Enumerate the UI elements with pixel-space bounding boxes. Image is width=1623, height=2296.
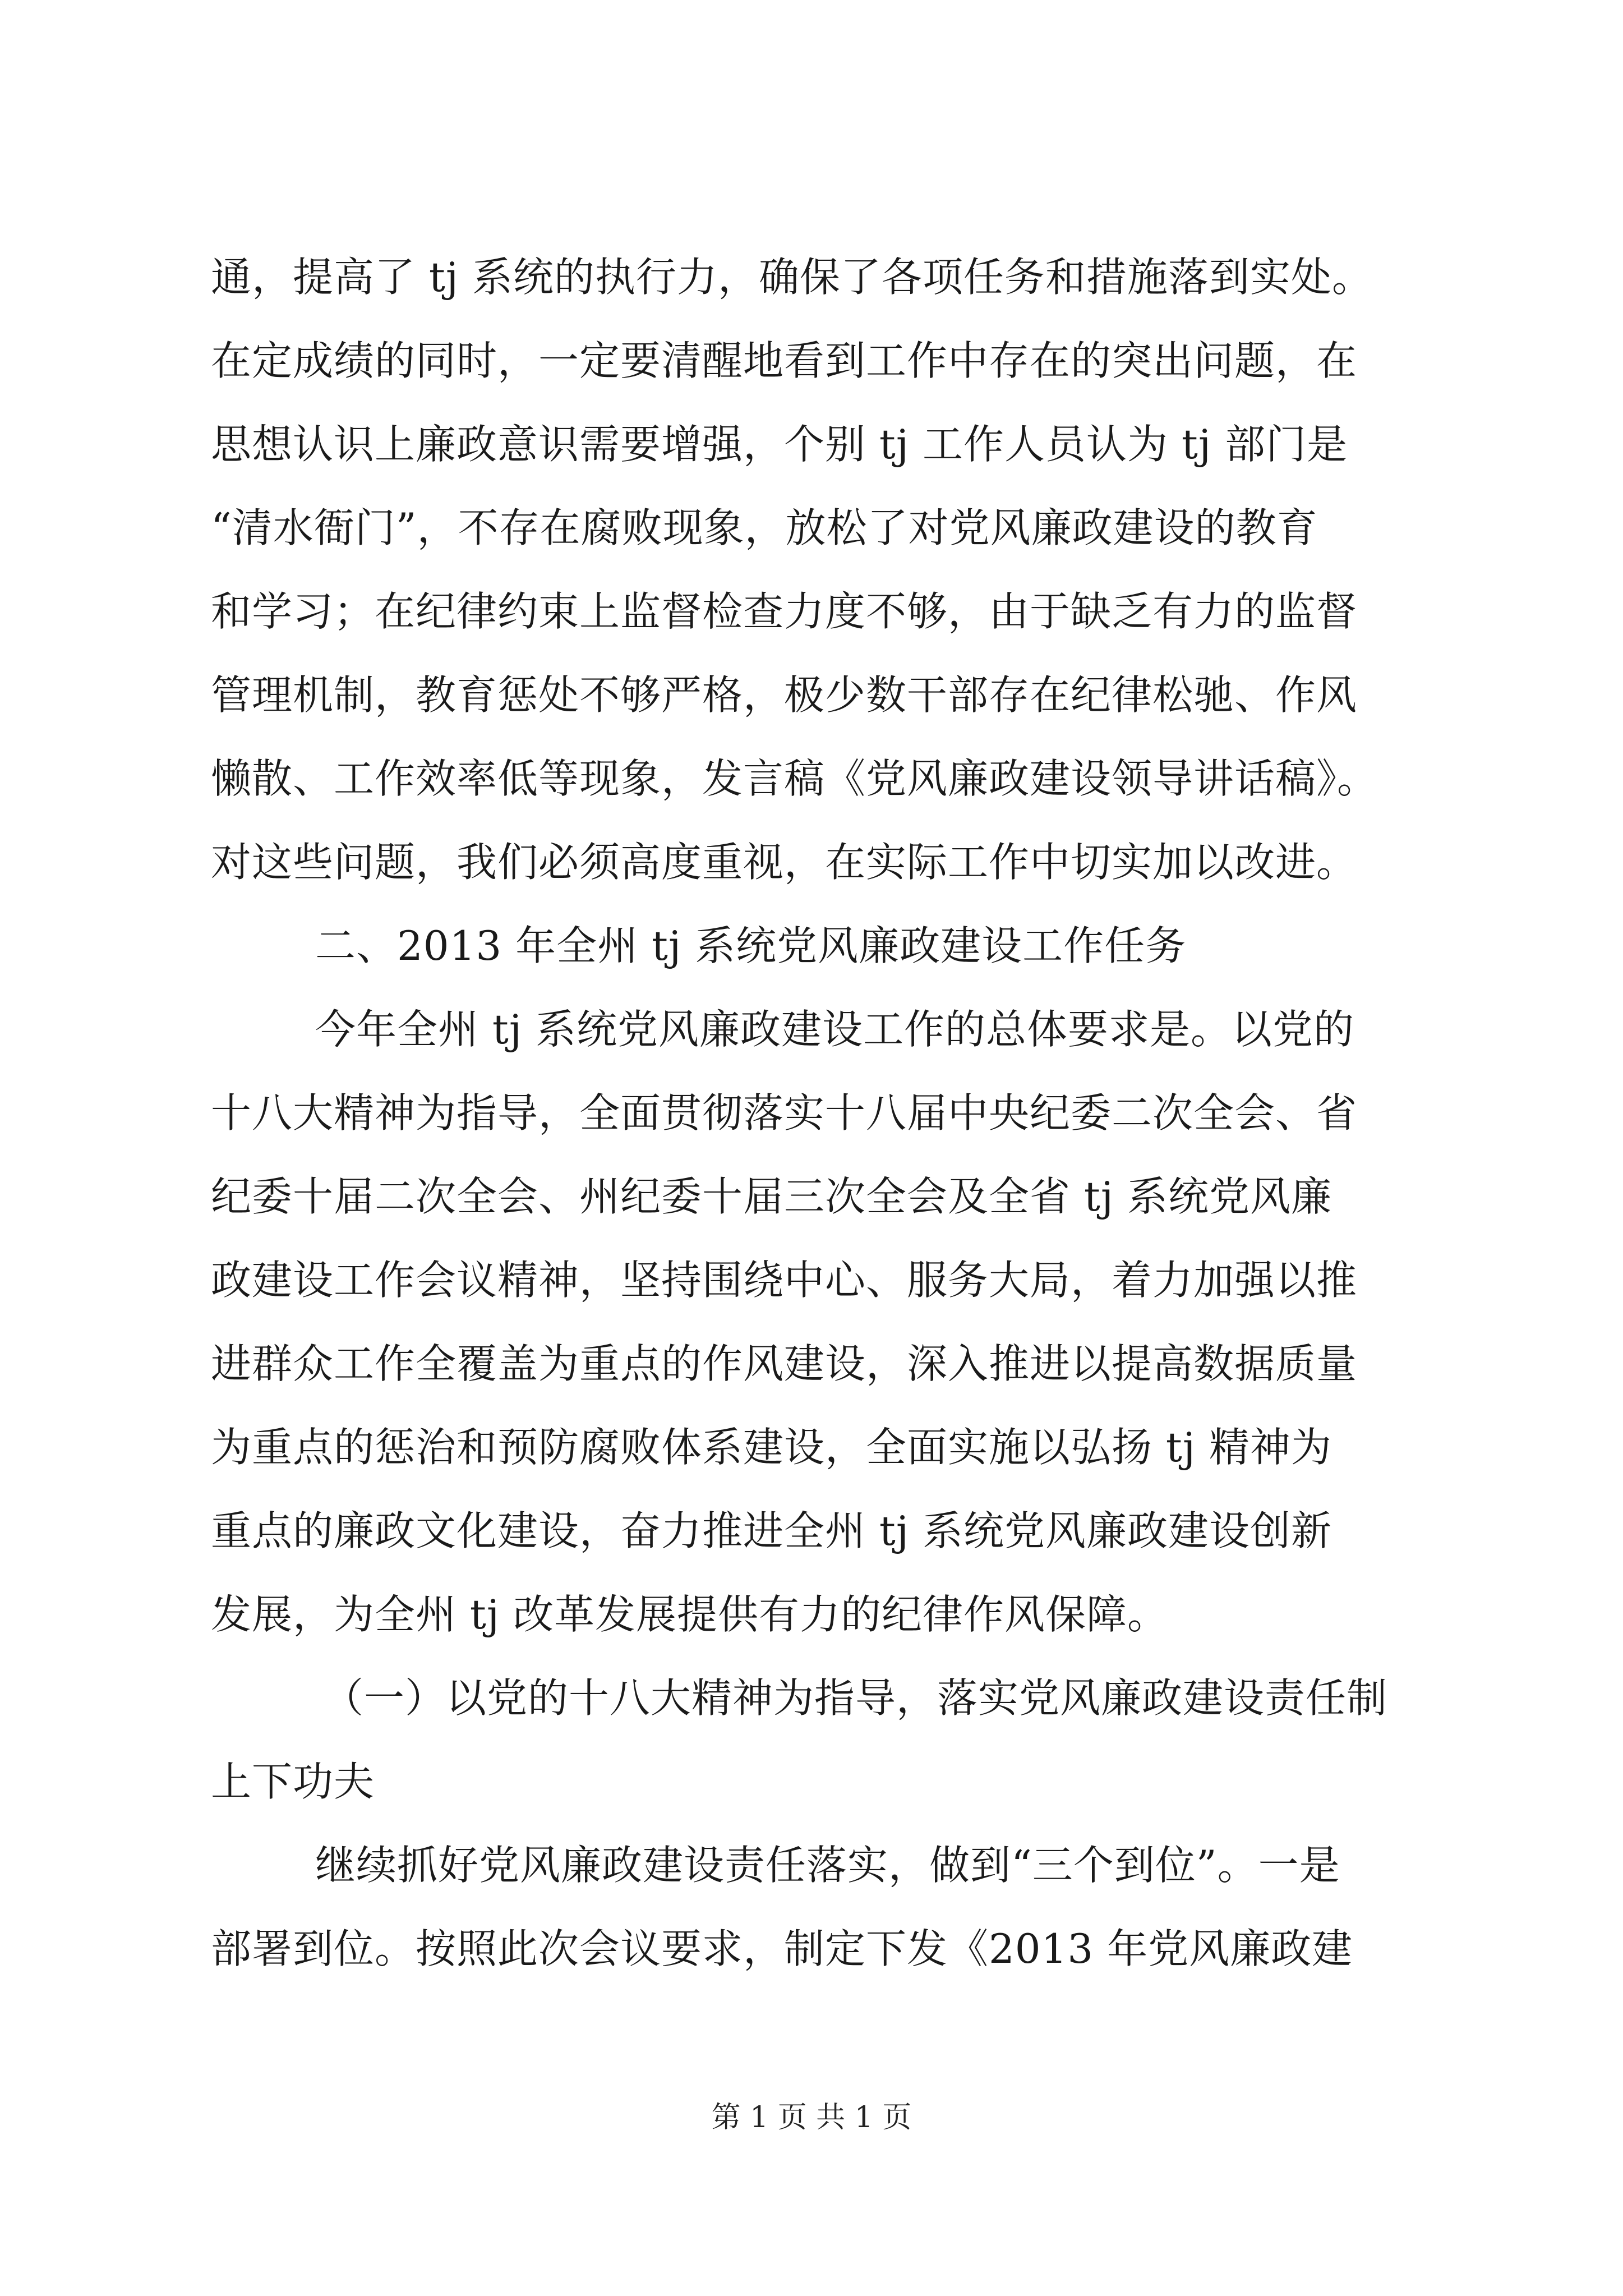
section-heading: 二、2013 年全州 tj 系统党风廉政建设工作任务 [315,922,1187,969]
text-line: 政建设工作会议精神，坚持围绕中心、服务大局，着力加强以推 [211,1257,1358,1304]
page-number-footer: 第 1 页 共 1 页 [711,2101,912,2134]
subsection-heading: （一）以党的十八大精神为指导，落实党风廉政建设责任制 [323,1674,1388,1722]
text-line: 十八大精神为指导，全面贯彻落实十八届中央纪委二次全会、省 [211,1089,1358,1137]
text-line: 对这些问题，我们必须高度重视，在实际工作中切实加以改进。 [211,839,1358,886]
document-body [211,236,1417,1991]
paragraph-start: 继续抓好党风廉政建设责任落实，做到“三个到位”。一是 [315,1842,1340,1889]
subsection-heading-continued: 上下功夫 [211,1758,375,1805]
text-line: 和学习；在纪律约束上监督检查力度不够，由于缺乏有力的监督 [211,588,1358,635]
text-line: 为重点的惩治和预防腐败体系建设，全面实施以弘扬 tj 精神为 [211,1424,1332,1471]
text-line: “清水衙门”，不存在腐败现象，放松了对党风廉政建设的教育 [211,504,1318,551]
text-line: 思想认识上廉政意识需要增强，个别 tj 工作人员认为 tj 部门是 [211,421,1348,468]
text-line: 通，提高了 tj 系统的执行力，确保了各项任务和措施落到实处。 [211,254,1373,301]
text-line: 纪委十届二次全会、州纪委十届三次全会及全省 tj 系统党风廉 [211,1173,1332,1220]
paragraph-start: 今年全州 tj 系统党风廉政建设工作的总体要求是。以党的 [315,1006,1355,1053]
text-line: 懒散、工作效率低等现象，发言稿《党风廉政建设领导讲话稿》。 [211,755,1378,802]
text-line: 部署到位。按照此次会议要求，制定下发《2013 年党风廉政建 [211,1925,1353,1972]
text-line: 管理机制，教育惩处不够严格，极少数干部存在纪律松驰、作风 [211,671,1358,719]
text-line: 在定成绩的同时，一定要清醒地看到工作中存在的突出问题，在 [211,337,1358,384]
text-line: 进群众工作全覆盖为重点的作风建设，深入推进以提高数据质量 [211,1340,1358,1387]
text-line: 重点的廉政文化建设，奋力推进全州 tj 系统党风廉政建设创新 [211,1507,1332,1554]
text-line: 发展，为全州 tj 改革发展提供有力的纪律作风保障。 [211,1591,1169,1638]
